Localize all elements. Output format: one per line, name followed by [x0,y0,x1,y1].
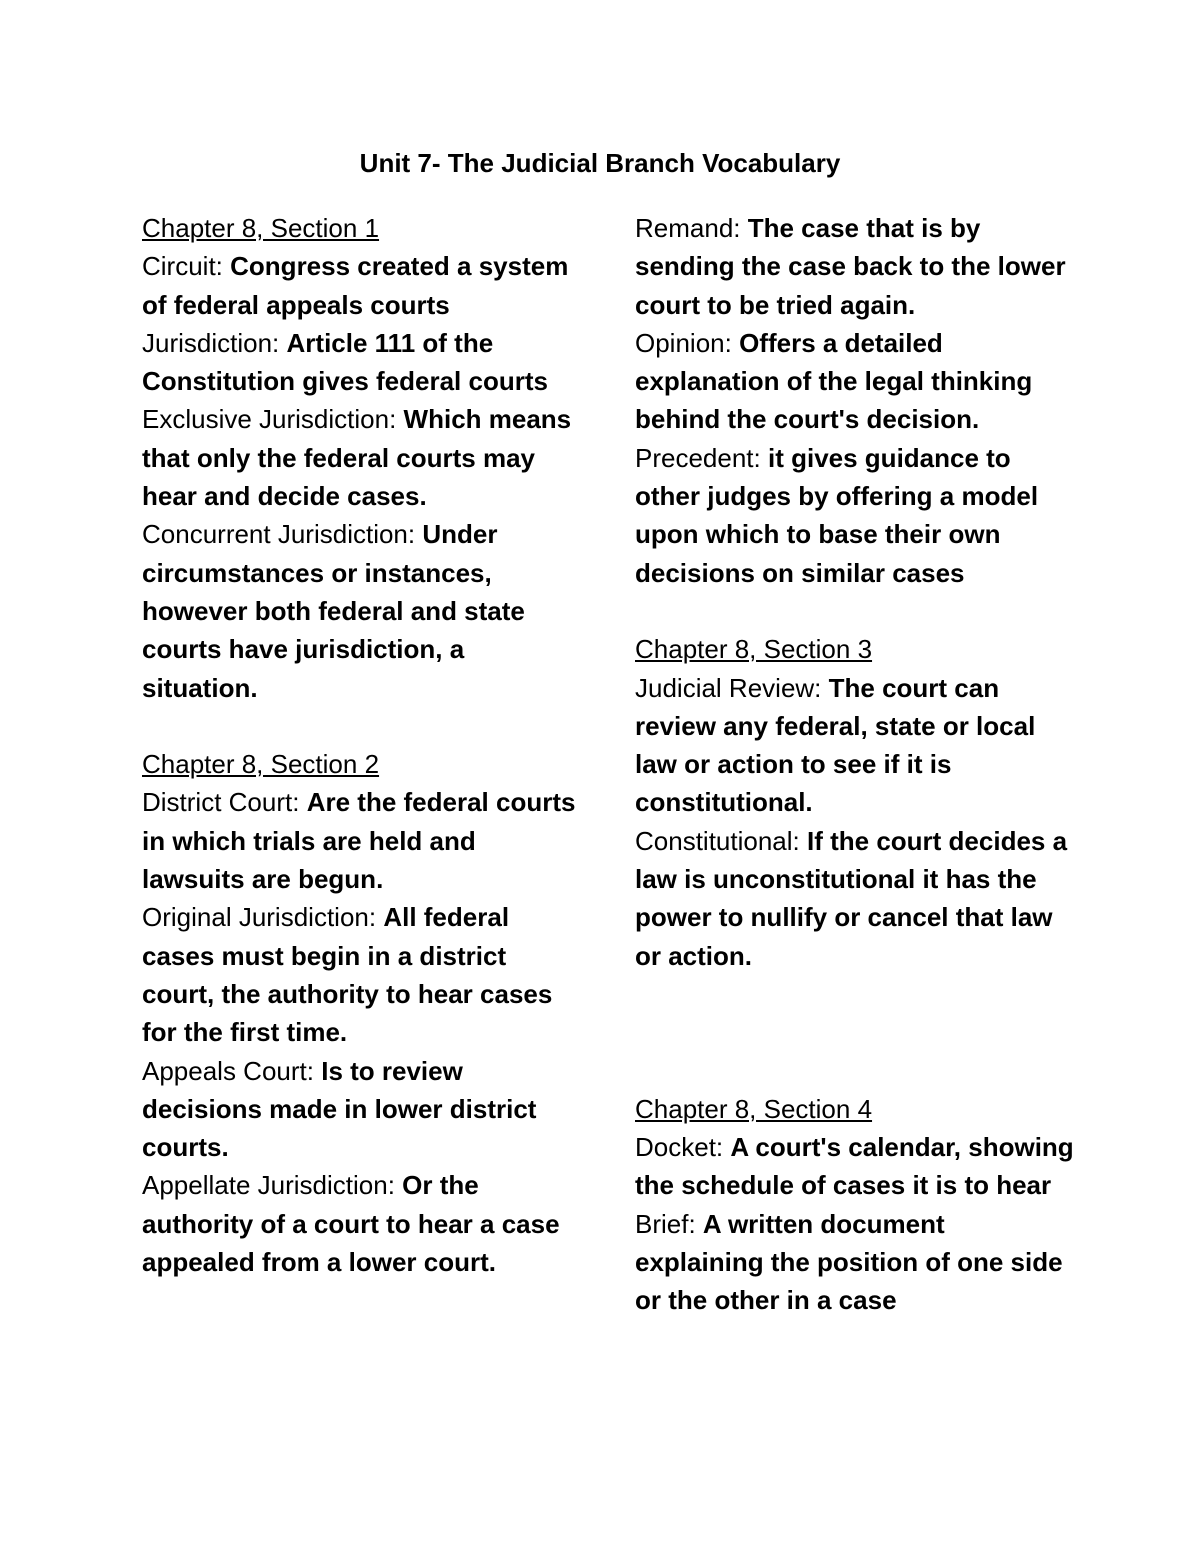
vocab-term: Judicial Review: [635,672,822,703]
vocab-entry-jurisdiction [142,324,582,401]
vocab-entry-constitutional [635,822,1075,975]
section-heading: Chapter 8, Section 1 [142,213,380,243]
vocab-definition: Offers a detailed explanation of the legal thinking behind the court's decision. [635,327,1033,435]
vocab-term: Opinion: [635,327,732,358]
vocab-definition: Is to review decisions made in lower district courts. [142,1055,537,1163]
section-chapter-8-section-3 [635,630,1075,975]
vocab-entry-judicial-review [635,669,1075,822]
vocab-entry-precedent [635,439,1075,592]
vocab-entry-appeals-court [142,1052,582,1167]
spacer [635,592,1075,630]
vocab-definition: Or the authority of a court to hear a case appealed from a lower court. [142,1170,560,1278]
vocab-entry-exclusive-jurisdiction [142,400,582,515]
vocab-term: Brief: [635,1208,696,1239]
vocab-entry-docket [635,1128,1075,1205]
vocab-term: Appeals Court: [142,1055,314,1086]
section-heading: Chapter 8, Section 4 [635,1093,873,1124]
vocab-term: Precedent: [635,442,761,473]
vocab-entry-circuit [142,247,582,324]
vocab-entry-original-jurisdiction [142,898,582,1051]
vocab-entry-remand [635,209,1075,324]
vocab-definition: Which means that only the federal courts may hear and decide cases. [142,404,572,512]
vocab-entry-concurrent-jurisdiction [142,515,582,706]
vocab-term: Original Jurisdiction: [142,902,377,933]
spacer [635,975,1075,1090]
vocab-definition: Under circumstances or instances, however both federal and state courts have jurisdiction, a situation. [142,519,525,703]
vocab-term: District Court: [142,787,300,818]
vocab-definition: All federal cases must begin in a district court, the authority to hear cases for the first time. [142,902,553,1048]
section-chapter-8-section-1 [142,209,582,707]
section-chapter-8-section-4 [635,1090,1075,1320]
vocab-entry-appellate-jurisdiction [142,1166,582,1281]
vocab-term: Exclusive Jurisdiction: [142,404,397,435]
vocab-definition: The court can review any federal, state or local law or action to see if it is constitutional. [635,672,1036,818]
vocab-term: Concurrent Jurisdiction: [142,519,416,550]
vocab-definition: A court's calendar, showing the schedule of cases it is to hear [635,1132,1074,1201]
vocab-definition: If the court decides a law is unconstitutional it has the power to nullify or cancel that law or action. [635,825,1068,971]
page-title: Unit 7- The Judicial Branch Vocabulary [359,148,841,178]
vocab-term: Docket: [635,1132,724,1163]
vocab-entry-opinion [635,324,1075,439]
vocab-term: Remand: [635,213,741,243]
spacer [142,707,582,745]
vocab-term: Appellate Jurisdiction: [142,1170,395,1201]
vocab-definition: Are the federal courts in which trials are held and lawsuits are begun. [142,787,576,895]
section-heading: Chapter 8, Section 2 [142,749,380,780]
vocab-entry-district-court [142,783,582,898]
vocab-definition: A written document explaining the position of one side or the other in a case [635,1208,1063,1316]
vocab-term: Circuit: [142,251,223,282]
right-column [635,209,1075,1320]
vocab-definition: Article 111 of the Constitution gives federal courts [142,327,548,397]
vocab-definition: The case that is by sending the case back to the lower court to be tried again. [635,213,1066,320]
vocab-term: Constitutional: [635,825,800,856]
section-chapter-8-section-2-continued [635,209,1075,592]
vocab-definition: it gives guidance to other judges by offering a model upon which to base their own decisions on similar cases [635,442,1039,588]
section-chapter-8-section-2 [142,745,582,1281]
section-heading: Chapter 8, Section 3 [635,634,873,665]
vocab-entry-brief [635,1205,1075,1320]
vocab-term: Jurisdiction: [142,327,280,358]
vocab-definition: Congress created a system of federal appeals courts [142,251,569,320]
left-column [142,209,582,1281]
